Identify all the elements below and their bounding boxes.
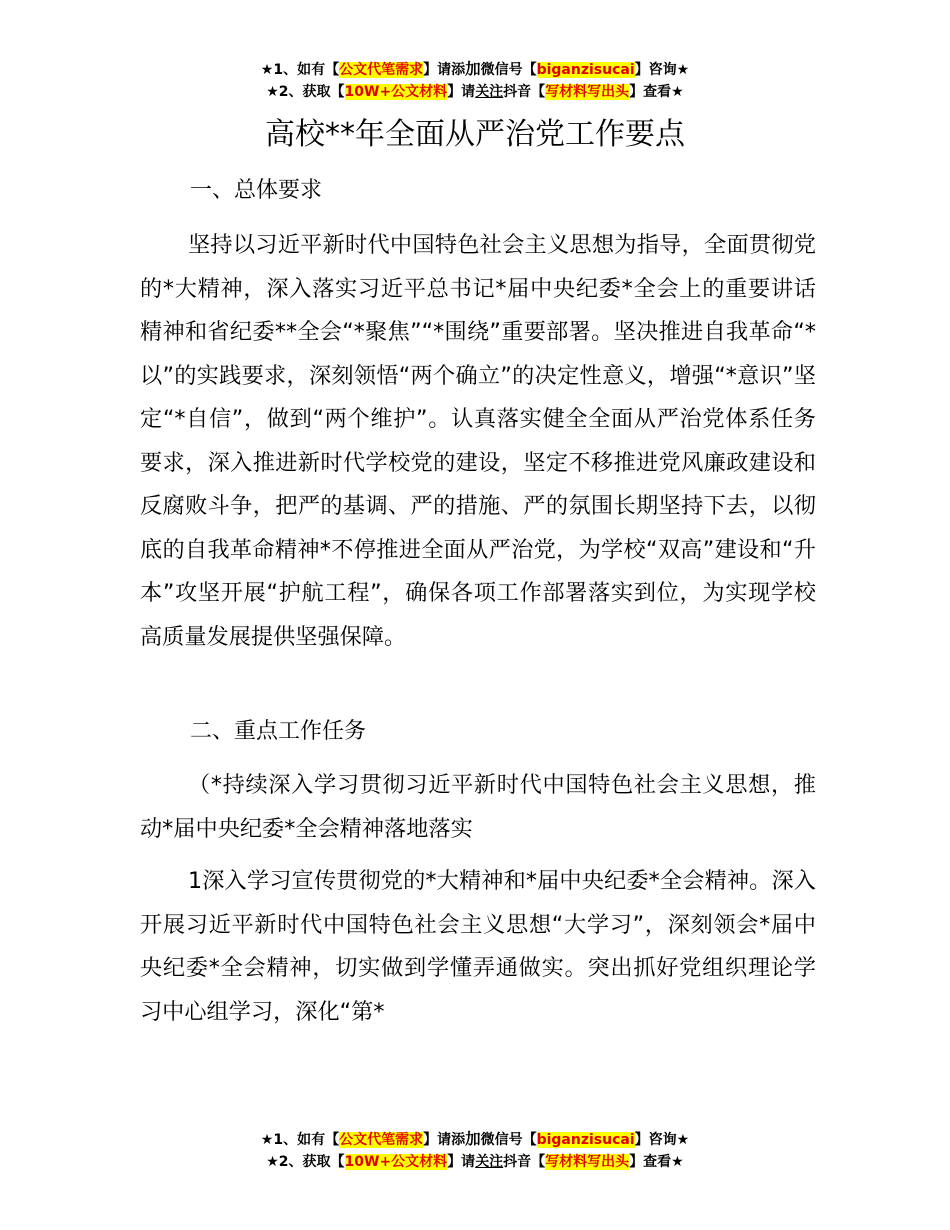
promo-line-2 bbox=[0, 1151, 950, 1173]
paragraph-subsection-1: （*持续深入学习贯彻习近平新时代中国特色社会主义思想，推动*届中央纪委*全会精神落地落实 bbox=[140, 772, 816, 842]
promo-text: 】查看★ bbox=[629, 84, 684, 100]
promo-text: 关注 bbox=[475, 84, 504, 100]
promo-text: 】请 bbox=[447, 1154, 476, 1170]
promo-text: ★1、如有【 bbox=[260, 62, 340, 78]
promo-text: 】咨询★ bbox=[634, 62, 690, 78]
promo-text: ★2、获取【 bbox=[266, 84, 345, 100]
section-heading-key-tasks: 二、重点工作任务 bbox=[190, 719, 367, 744]
promo-highlight: 公文代笔需求 bbox=[339, 1132, 424, 1148]
promo-highlight: 10W+公文材料 bbox=[344, 84, 448, 100]
promo-text: 】咨询★ bbox=[634, 1132, 690, 1148]
promo-highlight: 10W+公文材料 bbox=[344, 1154, 448, 1170]
promo-banner-top bbox=[0, 58, 950, 103]
promo-text: 】请添 bbox=[423, 1132, 466, 1148]
promo-text: 】请 bbox=[447, 84, 476, 100]
douyin-id-highlight: 写材料写出头 bbox=[545, 84, 630, 100]
wechat-id-highlight: biganzisucai bbox=[536, 1132, 635, 1148]
promo-line-1 bbox=[0, 58, 950, 81]
promo-text: 】查看★ bbox=[629, 1154, 684, 1170]
section-heading-overall: 一、总体要求 bbox=[190, 178, 323, 203]
promo-text: 】请添 bbox=[423, 62, 466, 78]
document-title: 高校**年全面从严治党工作要点 bbox=[265, 117, 685, 152]
promo-text: 抖音【 bbox=[503, 1154, 546, 1170]
paragraph-item-1: 1深入学习宣传贯彻党的*大精神和*届中央纪委*全会精神。深入开展习近平新时代中国特色社会主义思想“大学习”，深刻领会*届中央纪委*全会精神，切实做到学懂弄通做实。突出抓好党组织理论学习中心组学习，深化“第* bbox=[140, 868, 816, 1025]
promo-text: 关注 bbox=[475, 1154, 504, 1170]
promo-text: 加 bbox=[465, 1130, 481, 1148]
wechat-id-highlight: biganzisucai bbox=[536, 62, 635, 78]
douyin-id-highlight: 写材料写出头 bbox=[545, 1154, 630, 1170]
promo-banner-bottom bbox=[0, 1128, 950, 1173]
promo-text: 微信号【 bbox=[480, 1132, 537, 1148]
promo-line-2 bbox=[0, 81, 950, 103]
promo-text: 微信号【 bbox=[480, 62, 537, 78]
promo-text: ★1、如有【 bbox=[260, 1132, 340, 1148]
promo-text: 加 bbox=[465, 60, 481, 78]
promo-text: 抖音【 bbox=[503, 84, 546, 100]
promo-text: ★2、获取【 bbox=[266, 1154, 345, 1170]
promo-highlight: 公文代笔需求 bbox=[339, 62, 424, 78]
promo-line-1 bbox=[0, 1128, 950, 1151]
paragraph-overall-requirements: 坚持以习近平新时代中国特色社会主义思想为指导，全面贯彻党的*大精神，深入落实习近平总书记*届中央纪委*全会上的重要讲话精神和省纪委**全会“*聚焦”“*围绕”重要部署。坚决推进自我革命“*以”的实践要求，深刻领悟“两个确立”的决定性意义，增强“*意识”坚定“*自信”，做到“两个维护”。认真落实健全全面从严治党体系任务要求，深入推进新时代学校党的建设，坚定不移推进党风廉政建设和反腐败斗争，把严的基调、严的措施、严的氛围长期坚持下去，以彻底的自我革命精神*不停推进全面从严治党，为学校“双高”建设和“升本”攻坚开展“护航工程”，确保各项工作部署落实到位，为实现学校高质量发展提供坚强保障。 bbox=[140, 232, 816, 650]
